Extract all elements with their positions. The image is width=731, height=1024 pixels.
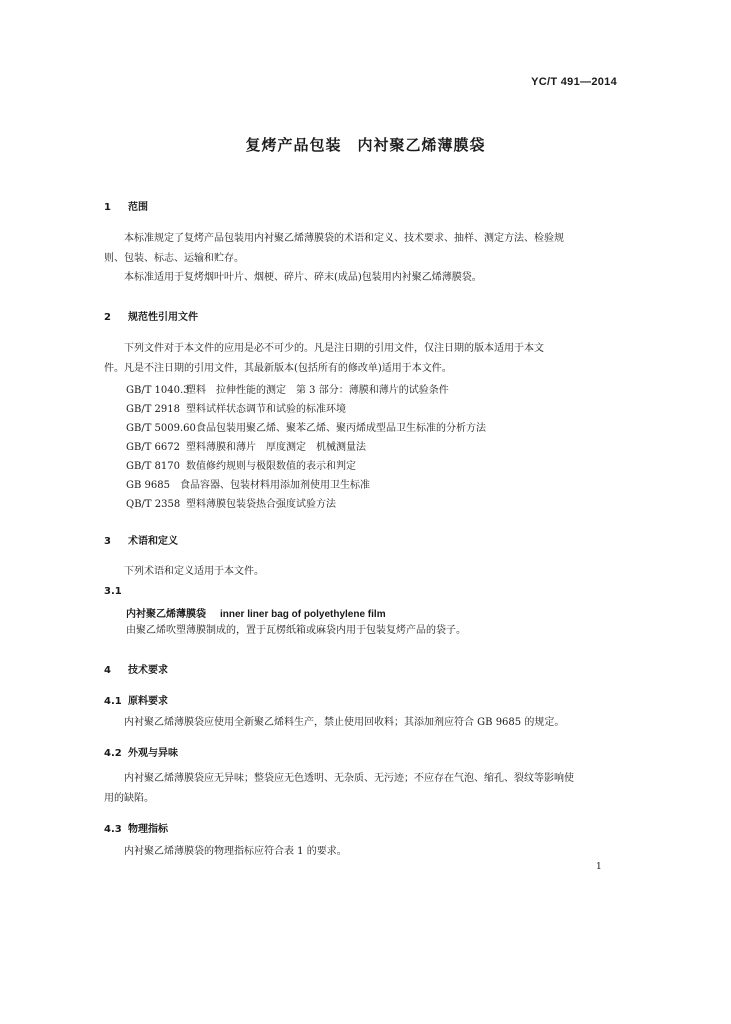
term-english: inner liner bag of polyethylene film <box>220 609 386 620</box>
reference-code: GB 9685 <box>126 480 170 491</box>
s3-intro: 下列术语和定义适用于本文件。 <box>124 566 264 577</box>
reference-code: QB/T 2358 <box>126 499 181 510</box>
reference-item <box>126 400 346 415</box>
s2-intro-line1: 下列文件对于本文件的应用是必不可少的。凡是注日期的引用文件，仅注日期的版本适用于本文 <box>124 343 544 354</box>
reference-title: 食品包装用聚乙烯、聚苯乙烯、聚丙烯成型品卫生标准的分析方法 <box>196 423 486 434</box>
s41-text: 内衬聚乙烯薄膜袋应使用全新聚乙烯料生产，禁止使用回收料；其添加剂应符合 GB 9685 的规定。 <box>124 717 565 728</box>
subsection-4-3-heading <box>104 820 168 835</box>
reference-code: GB/T 6672 <box>126 442 181 453</box>
reference-item <box>126 457 356 472</box>
section-4-heading <box>104 661 168 676</box>
term-entry <box>126 605 386 620</box>
reference-title: 塑料 拉伸性能的测定 第 3 部分：薄膜和薄片的试验条件 <box>186 385 449 396</box>
s1-para1-line2: 则、包装、标志、运输和贮存。 <box>104 253 244 264</box>
term-chinese: 内衬聚乙烯薄膜袋 <box>126 609 206 620</box>
section-number: 2 <box>104 312 111 323</box>
subsection-number: 4.2 <box>104 748 122 759</box>
standard-number: YC/T 491—2014 <box>531 76 617 88</box>
section-title: 范围 <box>128 202 148 213</box>
reference-code: GB/T 5009.60 <box>126 423 196 434</box>
subsection-4-2-heading <box>104 744 178 759</box>
reference-item <box>126 381 449 396</box>
reference-item <box>126 476 370 491</box>
s42-line1: 内衬聚乙烯薄膜袋应无异味；整袋应无色透明、无杂质、无污迹；不应存在气泡、缩孔、裂纹等影响使 <box>124 773 574 784</box>
section-title: 规范性引用文件 <box>128 312 198 323</box>
reference-item <box>126 495 336 510</box>
reference-item <box>126 438 366 453</box>
section-title: 技术要求 <box>128 665 168 676</box>
subsection-4-1-heading <box>104 692 168 707</box>
reference-code: GB/T 1040.3 <box>126 385 190 396</box>
reference-title: 食品容器、包装材料用添加剂使用卫生标准 <box>180 480 370 491</box>
reference-title: 塑料试样状态调节和试验的标准环境 <box>186 404 346 415</box>
reference-title: 塑料薄膜和薄片 厚度测定 机械测量法 <box>186 442 366 453</box>
term-definition: 由聚乙烯吹塑薄膜制成的，置于瓦楞纸箱或麻袋内用于包装复烤产品的袋子。 <box>126 625 466 636</box>
subsection-title: 原料要求 <box>128 696 168 707</box>
s42-line2: 用的缺陷。 <box>104 793 154 804</box>
reference-code: GB/T 2918 <box>126 404 181 415</box>
s43-text: 内衬聚乙烯薄膜袋的物理指标应符合表 1 的要求。 <box>124 846 347 857</box>
section-2-heading <box>104 308 198 323</box>
document-title: 复烤产品包装 内衬聚乙烯薄膜袋 <box>245 136 486 154</box>
reference-code: GB/T 8170 <box>126 461 181 472</box>
section-1-heading <box>104 198 148 213</box>
subsection-title: 外观与异味 <box>128 748 178 759</box>
section-title: 术语和定义 <box>128 536 178 547</box>
reference-item <box>126 419 486 434</box>
s1-para1-line1: 本标准规定了复烤产品包装用内衬聚乙烯薄膜袋的术语和定义、技术要求、抽样、测定方法、检验规 <box>124 233 564 244</box>
section-number: 4 <box>104 665 111 676</box>
subsection-number: 4.1 <box>104 696 122 707</box>
reference-title: 塑料薄膜包装袋热合强度试验方法 <box>186 499 336 510</box>
subsection-title: 物理指标 <box>128 824 168 835</box>
section-number: 1 <box>104 202 111 213</box>
reference-title: 数值修约规则与极限数值的表示和判定 <box>186 461 356 472</box>
subsection-number: 4.3 <box>104 824 122 835</box>
section-3-heading <box>104 532 178 547</box>
section-number: 3 <box>104 536 111 547</box>
term-number: 3.1 <box>104 586 122 597</box>
s2-intro-line2: 件。凡是不注日期的引用文件，其最新版本(包括所有的修改单)适用于本文件。 <box>104 363 452 374</box>
page-number: 1 <box>596 862 602 872</box>
s1-para2: 本标准适用于复烤烟叶叶片、烟梗、碎片、碎末(成品)包装用内衬聚乙烯薄膜袋。 <box>124 272 482 283</box>
